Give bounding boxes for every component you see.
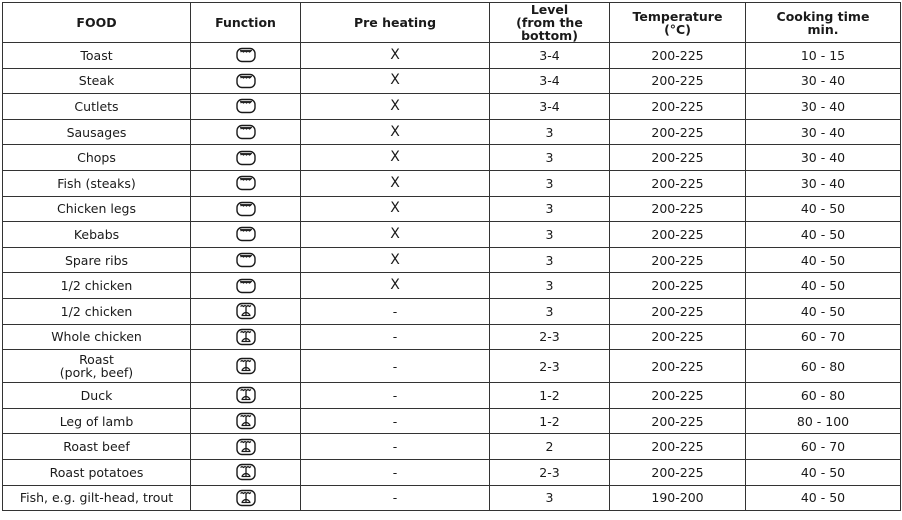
table-row [3,324,901,350]
rotisserie-function-icon [236,357,256,375]
food-cell: Duck [3,383,191,409]
grill-function-icon [236,201,256,217]
food-cell: Whole chicken [3,324,191,350]
table-row [3,408,901,434]
table-row [3,298,901,324]
grill-function-icon [236,252,256,268]
rotisserie-function-icon [236,489,256,507]
header-time: Cooking time min. [746,3,901,43]
function-cell [191,383,301,409]
grill-function-icon [236,150,256,166]
temperature-cell: 200-225 [610,145,746,171]
level-cell: 3 [490,222,610,248]
table-row [3,222,901,248]
function-cell [191,408,301,434]
food-cell: Roast (pork, beef) [3,350,191,383]
preheat-cell: - [301,459,490,485]
level-cell: 3-4 [490,94,610,120]
function-cell [191,145,301,171]
temperature-cell: 200-225 [610,247,746,273]
level-cell: 3 [490,247,610,273]
function-cell [191,485,301,511]
food-cell: Roast potatoes [3,459,191,485]
level-cell: 2-3 [490,324,610,350]
food-cell: Fish, e.g. gilt-head, trout [3,485,191,511]
temperature-cell: 200-225 [610,434,746,460]
grill-function-icon [236,175,256,191]
level-cell: 3 [490,196,610,222]
level-cell: 3-4 [490,68,610,94]
header-temperature: Temperature (°C) [610,3,746,43]
food-cell: Toast [3,43,191,69]
function-cell [191,94,301,120]
time-cell: 40 - 50 [746,485,901,511]
preheat-cell: - [301,298,490,324]
preheat-cell: - [301,485,490,511]
temperature-cell: 200-225 [610,170,746,196]
rotisserie-function-icon [236,438,256,456]
preheat-cell: - [301,408,490,434]
level-cell: 3 [490,485,610,511]
food-cell: Chicken legs [3,196,191,222]
preheat-cell: X [301,68,490,94]
time-cell: 60 - 70 [746,434,901,460]
function-cell [191,119,301,145]
function-cell [191,298,301,324]
grill-function-icon [236,278,256,294]
header-level: Level (from the bottom) [490,3,610,43]
function-cell [191,247,301,273]
grill-function-icon [236,98,256,114]
time-cell: 30 - 40 [746,119,901,145]
rotisserie-function-icon [236,386,256,404]
table-row [3,119,901,145]
level-cell: 3 [490,170,610,196]
preheat-cell: X [301,222,490,248]
level-cell: 3 [490,298,610,324]
time-cell: 40 - 50 [746,298,901,324]
table-row [3,434,901,460]
table-row [3,273,901,299]
temperature-cell: 200-225 [610,273,746,299]
level-cell: 3 [490,273,610,299]
level-cell: 2-3 [490,459,610,485]
function-cell [191,350,301,383]
table-row [3,94,901,120]
table-row [3,196,901,222]
table-body [3,43,901,511]
food-cell: Fish (steaks) [3,170,191,196]
table-row [3,247,901,273]
function-cell [191,68,301,94]
food-cell: Spare ribs [3,247,191,273]
temperature-cell: 200-225 [610,222,746,248]
table-row [3,459,901,485]
temperature-cell: 200-225 [610,298,746,324]
level-cell: 1-2 [490,408,610,434]
time-cell: 10 - 15 [746,43,901,69]
function-cell [191,434,301,460]
preheat-cell: X [301,273,490,299]
preheat-cell: - [301,383,490,409]
time-cell: 40 - 50 [746,222,901,248]
level-cell: 2-3 [490,350,610,383]
preheat-cell: - [301,434,490,460]
function-cell [191,170,301,196]
temperature-cell: 200-225 [610,459,746,485]
grill-function-icon [236,124,256,140]
preheat-cell: X [301,196,490,222]
preheat-cell: X [301,247,490,273]
time-cell: 30 - 40 [746,145,901,171]
food-cell: 1/2 chicken [3,298,191,324]
time-cell: 60 - 70 [746,324,901,350]
food-cell: Chops [3,145,191,171]
function-cell [191,459,301,485]
level-cell: 3-4 [490,43,610,69]
food-cell: Steak [3,68,191,94]
rotisserie-function-icon [236,412,256,430]
time-cell: 40 - 50 [746,459,901,485]
time-cell: 40 - 50 [746,273,901,299]
food-cell: Sausages [3,119,191,145]
header-row [3,3,901,43]
temperature-cell: 190-200 [610,485,746,511]
temperature-cell: 200-225 [610,350,746,383]
level-cell: 3 [490,119,610,145]
header-preheat: Pre heating [301,3,490,43]
food-cell: Kebabs [3,222,191,248]
table-row [3,170,901,196]
temperature-cell: 200-225 [610,196,746,222]
level-cell: 1-2 [490,383,610,409]
preheat-cell: X [301,145,490,171]
rotisserie-function-icon [236,463,256,481]
food-cell: Cutlets [3,94,191,120]
preheat-cell: X [301,94,490,120]
time-cell: 30 - 40 [746,170,901,196]
level-cell: 2 [490,434,610,460]
table-row [3,383,901,409]
table-row [3,43,901,69]
food-cell: 1/2 chicken [3,273,191,299]
food-cell: Leg of lamb [3,408,191,434]
cooking-table [2,2,901,511]
temperature-cell: 200-225 [610,119,746,145]
header-food: FOOD [3,3,191,43]
temperature-cell: 200-225 [610,408,746,434]
time-cell: 30 - 40 [746,94,901,120]
grill-function-icon [236,226,256,242]
table-row [3,485,901,511]
function-cell [191,43,301,69]
temperature-cell: 200-225 [610,43,746,69]
temperature-cell: 200-225 [610,383,746,409]
table-row [3,350,901,383]
preheat-cell: X [301,119,490,145]
preheat-cell: - [301,324,490,350]
rotisserie-function-icon [236,302,256,320]
header-function: Function [191,3,301,43]
table-row [3,145,901,171]
grill-function-icon [236,73,256,89]
preheat-cell: X [301,170,490,196]
temperature-cell: 200-225 [610,68,746,94]
function-cell [191,222,301,248]
temperature-cell: 200-225 [610,94,746,120]
grill-function-icon [236,47,256,63]
function-cell [191,196,301,222]
rotisserie-function-icon [236,328,256,346]
table-row [3,68,901,94]
time-cell: 30 - 40 [746,68,901,94]
preheat-cell: X [301,43,490,69]
temperature-cell: 200-225 [610,324,746,350]
time-cell: 80 - 100 [746,408,901,434]
level-cell: 3 [490,145,610,171]
time-cell: 60 - 80 [746,383,901,409]
food-cell: Roast beef [3,434,191,460]
time-cell: 40 - 50 [746,247,901,273]
preheat-cell: - [301,350,490,383]
function-cell [191,273,301,299]
function-cell [191,324,301,350]
time-cell: 60 - 80 [746,350,901,383]
time-cell: 40 - 50 [746,196,901,222]
